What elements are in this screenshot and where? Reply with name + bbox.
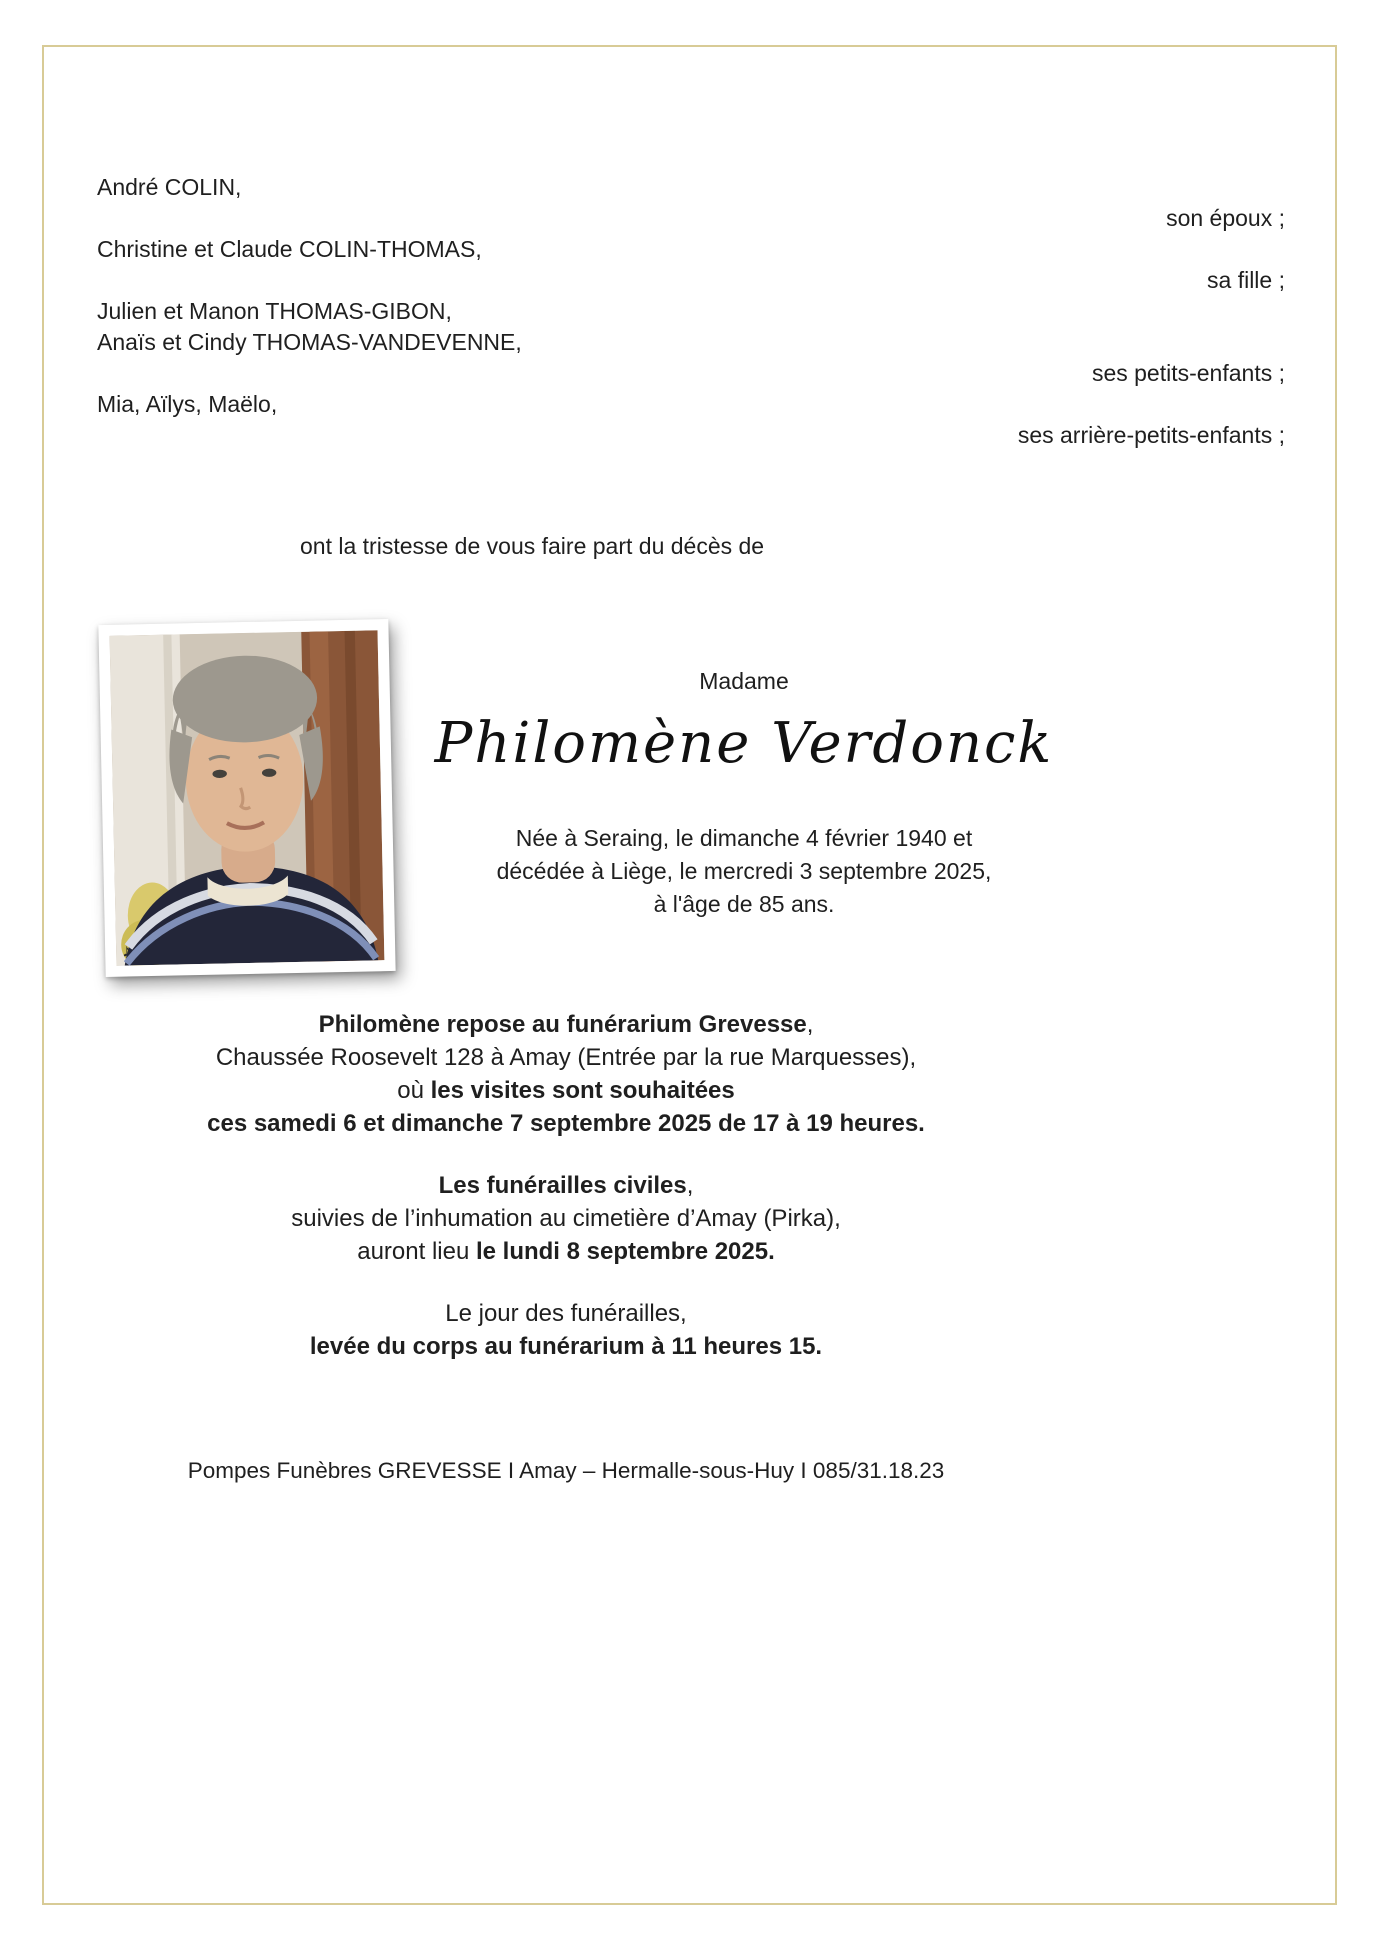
deceased-dates-block <box>420 822 1068 921</box>
ceremony-paragraph <box>95 1169 1037 1268</box>
departure-line-2: levée du corps au funérarium à 11 heures 15. <box>309 1333 823 1360</box>
visits-dates-line: ces samedi 6 et dimanche 7 septembre 2025 de 17 à 19 heures. <box>207 1110 925 1137</box>
deceased-photo-image <box>110 630 385 966</box>
death-line: décédée à Liège, le mercredi 3 septembre 2025, <box>496 858 992 884</box>
family-line-grandchildren-2: Anaïs et Cindy THOMAS-VANDEVENNE, <box>97 329 522 355</box>
funeral-home-footer: Pompes Funèbres GREVESSE I Amay – Hermalle-sous-Huy I 085/31.18.23 <box>187 1458 945 1483</box>
address-line: Chaussée Roosevelt 128 à Amay (Entrée par la rue Marquesses), <box>215 1044 917 1071</box>
relation-label-grandchildren: ses petits-enfants ; <box>1091 360 1285 386</box>
repose-line: Philomène repose au funérarium Grevesse, <box>318 1011 814 1038</box>
age-line: à l'âge de 85 ans. <box>653 891 835 917</box>
family-line-spouse: André COLIN, <box>97 174 242 200</box>
ceremony-line: Les funérailles civiles, <box>438 1172 694 1199</box>
deceased-title: Madame <box>699 668 789 694</box>
funeral-details-block <box>95 1008 1037 1363</box>
birth-line: Née à Seraing, le dimanche 4 février 1940 et <box>515 825 973 851</box>
relation-label-great-grandchildren: ses arrière-petits-enfants ; <box>1017 422 1285 448</box>
burial-line: suivies de l’inhumation au cimetière d’Amay (Pirka), <box>291 1205 841 1232</box>
relation-label-spouse: son époux ; <box>1166 205 1285 231</box>
departure-line-1: Le jour des funérailles, <box>445 1300 687 1327</box>
family-block <box>97 172 1285 451</box>
family-line-grandchildren-1: Julien et Manon THOMAS-GIBON, <box>97 298 452 324</box>
family-line-great-grandchildren: Mia, Aïlys, Maëlo, <box>97 391 278 417</box>
deceased-block <box>420 668 1068 921</box>
visits-line: où les visites sont souhaitées <box>397 1077 735 1104</box>
departure-paragraph <box>95 1297 1037 1363</box>
burial-date-line: auront lieu le lundi 8 septembre 2025. <box>357 1238 775 1265</box>
music-note-icon: ♪ <box>121 940 132 961</box>
deceased-photo <box>98 619 395 977</box>
announcement-intro: ont la tristesse de vous faire part du décès de <box>300 533 765 559</box>
repose-paragraph <box>95 1008 1037 1140</box>
family-line-daughter: Christine et Claude COLIN-THOMAS, <box>97 236 482 262</box>
relation-label-daughter: sa fille ; <box>1207 267 1285 293</box>
deceased-name: Philomène Verdonck <box>434 711 1054 776</box>
